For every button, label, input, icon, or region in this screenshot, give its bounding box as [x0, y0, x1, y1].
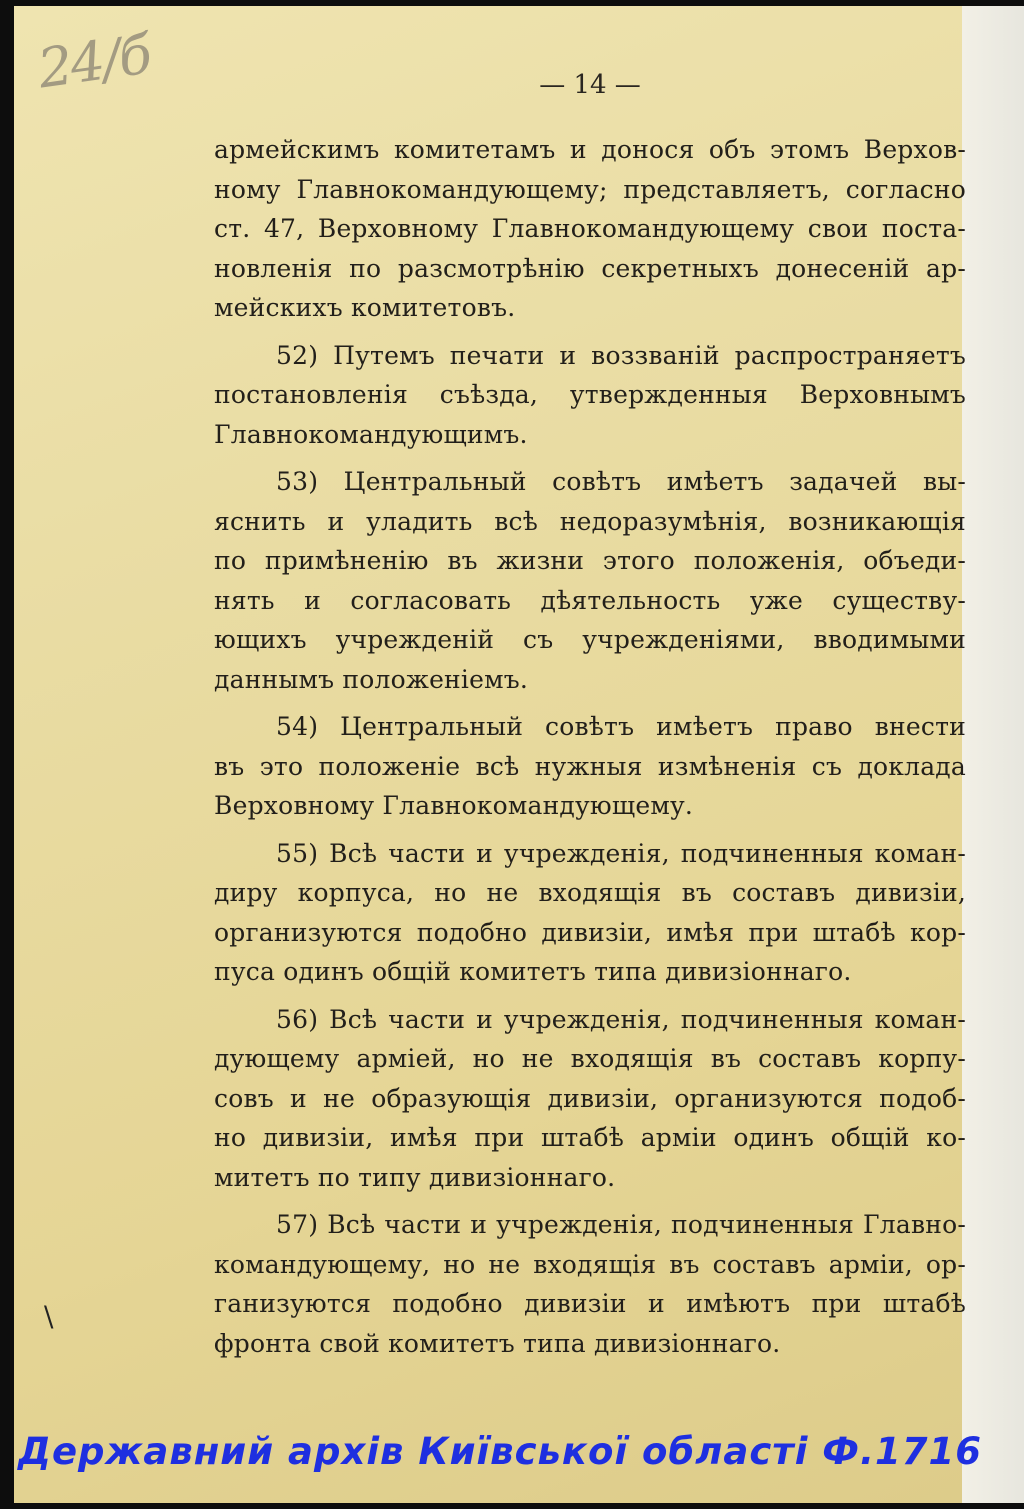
text-line: командующему, но не входящія въ составъ арміи, ор- [214, 1249, 966, 1279]
text-line: пуса одинъ общій комитетъ типа дивизіоннаго. [214, 957, 852, 986]
text-line: новленія по разсмотрѣнію секретныхъ донесеній ар- [214, 253, 966, 283]
text-line: даннымъ положеніемъ. [214, 664, 529, 694]
paragraph-57 [214, 1205, 966, 1363]
margin-mark: \ [44, 1300, 54, 1333]
text-line: нять и согласовать дѣятельность уже существу- [214, 585, 966, 615]
text-line: Главнокомандующимъ. [214, 419, 528, 449]
text-line: фронта свой комитетъ типа дивизіоннаго. [214, 1328, 781, 1358]
text-line: 56) Всѣ части и учрежденія, подчиненныя коман- [276, 1004, 966, 1034]
paragraph-55 [214, 834, 966, 992]
text-line: 52) Путемъ печати и воззваній распространяетъ [276, 340, 966, 370]
text-line: ганизуются подобно дивизіи и имѣютъ при штабѣ [214, 1289, 966, 1318]
document-body [214, 130, 966, 1371]
text-line: дующему арміей, но не входящія въ составъ корпу- [214, 1044, 966, 1073]
text-line: въ это положеніе всѣ нужныя измѣненія съ доклада [214, 751, 966, 781]
text-line: армейскимъ комитетамъ и донося объ этомъ Верхов- [214, 135, 966, 164]
paragraph-53 [214, 462, 966, 699]
handwritten-archive-note: 24/б [34, 22, 154, 101]
text-line: 54) Центральный совѣтъ имѣетъ право внести [276, 712, 966, 741]
paragraph-52 [214, 336, 966, 455]
text-line: организуются подобно дивизіи, имѣя при штабѣ кор- [214, 917, 966, 947]
text-line: но дивизіи, имѣя при штабѣ арміи одинъ общій ко- [214, 1123, 966, 1152]
archive-watermark: Державний архів Київської області Ф.1716 [18, 1430, 983, 1473]
text-line: ющихъ учрежденій съ учрежденіями, вводимыми [214, 625, 966, 654]
text-line: 55) Всѣ части и учрежденія, подчиненныя коман- [276, 838, 966, 868]
page-edge [962, 6, 1024, 1503]
text-line: 57) Всѣ части и учрежденія, подчиненныя Главно- [276, 1210, 966, 1239]
text-line: диру корпуса, но не входящія въ составъ дивизіи, [214, 878, 966, 907]
text-line: постановленія съѣзда, утвержденныя Верховнымъ [214, 380, 966, 409]
paragraph-56 [214, 1000, 966, 1198]
text-line: митетъ по типу дивизіоннаго. [214, 1162, 616, 1192]
text-line: по примѣненію въ жизни этого положенія, объеди- [214, 546, 966, 575]
text-line: 53) Центральный совѣтъ имѣетъ задачей вы- [276, 467, 966, 496]
text-line: совъ и не образующія дивизіи, организуются подоб- [214, 1083, 966, 1113]
page-number: — 14 — [539, 70, 641, 100]
text-line: Верховному Главнокомандующему. [214, 791, 694, 820]
text-line: ному Главнокомандующему; представляетъ, согласно [214, 174, 966, 204]
text-line: ст. 47, Верховному Главнокомандующему свои поста- [214, 214, 966, 243]
paragraph-54 [214, 707, 966, 826]
text-line: яснить и уладить всѣ недоразумѣнія, возникающія [214, 506, 966, 536]
paragraph-continuation [214, 130, 966, 328]
text-line: мейскихъ комитетовъ. [214, 293, 516, 322]
